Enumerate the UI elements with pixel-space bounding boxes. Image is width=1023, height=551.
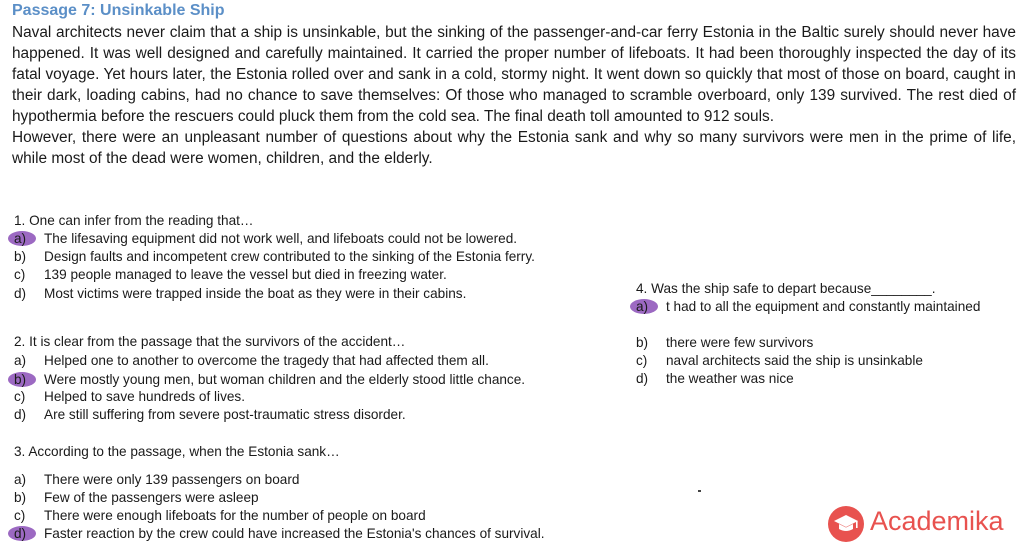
question-1-option-d[interactable]: d) Most victims were trapped inside the boat as they were in their cabins. (14, 286, 467, 301)
question-3-option-d[interactable]: d) Faster reaction by the crew could have increased the Estonia's chances of survival. (14, 525, 614, 543)
question-4-stem: 4. Was the ship safe to depart because________. (636, 281, 936, 296)
question-2-option-d[interactable]: d) Are still suffering from severe post-traumatic stress disorder. (14, 407, 406, 422)
question-1-stem: 1. One can infer from the reading that… (14, 213, 254, 228)
question-1-option-b[interactable]: b) Design faults and incompetent crew contributed to the sinking of the Estonia ferry. (14, 249, 535, 264)
question-2-option-b[interactable]: b) Were mostly young men, but woman children and the elderly stood little chance. (14, 371, 614, 389)
question-3-stem: 3. According to the passage, when the Estonia sank… (14, 444, 340, 459)
passage-paragraph-1: Naval architects never claim that a ship is unsinkable, but the sinking of the passenger-and-car ferry Estonia in the Baltic surely should never have happened. It was well designed and carefully maintained. It carried the proper number of lifeboats. It had been thoroughly inspected the day of its fatal voyage. Yet hours later, the Estonia rolled over and sank in a cold, stormy night. It went down so quickly that most of those on board, caught in their dark, loading cabins, had no chance to save themselves: Of those who managed to scramble overboard, only 139 survived. The rest died of hypothermia before the rescuers could pluck them from the cold sea. The final death toll amounted to 912 souls. (12, 24, 1016, 125)
question-1-option-c[interactable]: c) 139 people managed to leave the vessel but died in freezing water. (14, 267, 447, 282)
question-2-stem: 2. It is clear from the passage that the survivors of the accident… (14, 334, 406, 349)
question-1-option-a[interactable]: a) The lifesaving equipment did not work well, and lifeboats could not be lowered. (14, 230, 614, 248)
passage-title: Passage 7: Unsinkable Ship (12, 2, 225, 19)
question-2-option-a[interactable]: a) Helped one to another to overcome the tragedy that had affected them all. (14, 353, 489, 368)
passage-paragraph-2: However, there were an unpleasant number of questions about why the Estonia sank and why so many survivors were men in the prime of life, while most of the dead were women, children, and the elderly. (12, 129, 1016, 167)
question-2-option-c[interactable]: c) Helped to save hundreds of lives. (14, 389, 246, 404)
graduation-cap-icon (828, 506, 864, 542)
logo-text: Academika (870, 506, 1004, 536)
question-3-option-b[interactable]: b) Few of the passengers were asleep (14, 490, 259, 505)
question-4-option-c[interactable]: c) naval architects said the ship is unsinkable (636, 353, 923, 368)
question-3-option-c[interactable]: c) There were enough lifeboats for the number of people on board (14, 508, 426, 523)
question-3-option-a[interactable]: a) There were only 139 passengers on board (14, 472, 300, 487)
stray-mark (698, 490, 701, 492)
passage-body (12, 22, 1016, 169)
question-4-option-a[interactable]: a) t had to all the equipment and constantly maintained (636, 298, 996, 334)
question-4-option-d[interactable]: d) the weather was nice (636, 371, 794, 386)
question-4-option-b[interactable]: b) there were few survivors (636, 335, 814, 350)
